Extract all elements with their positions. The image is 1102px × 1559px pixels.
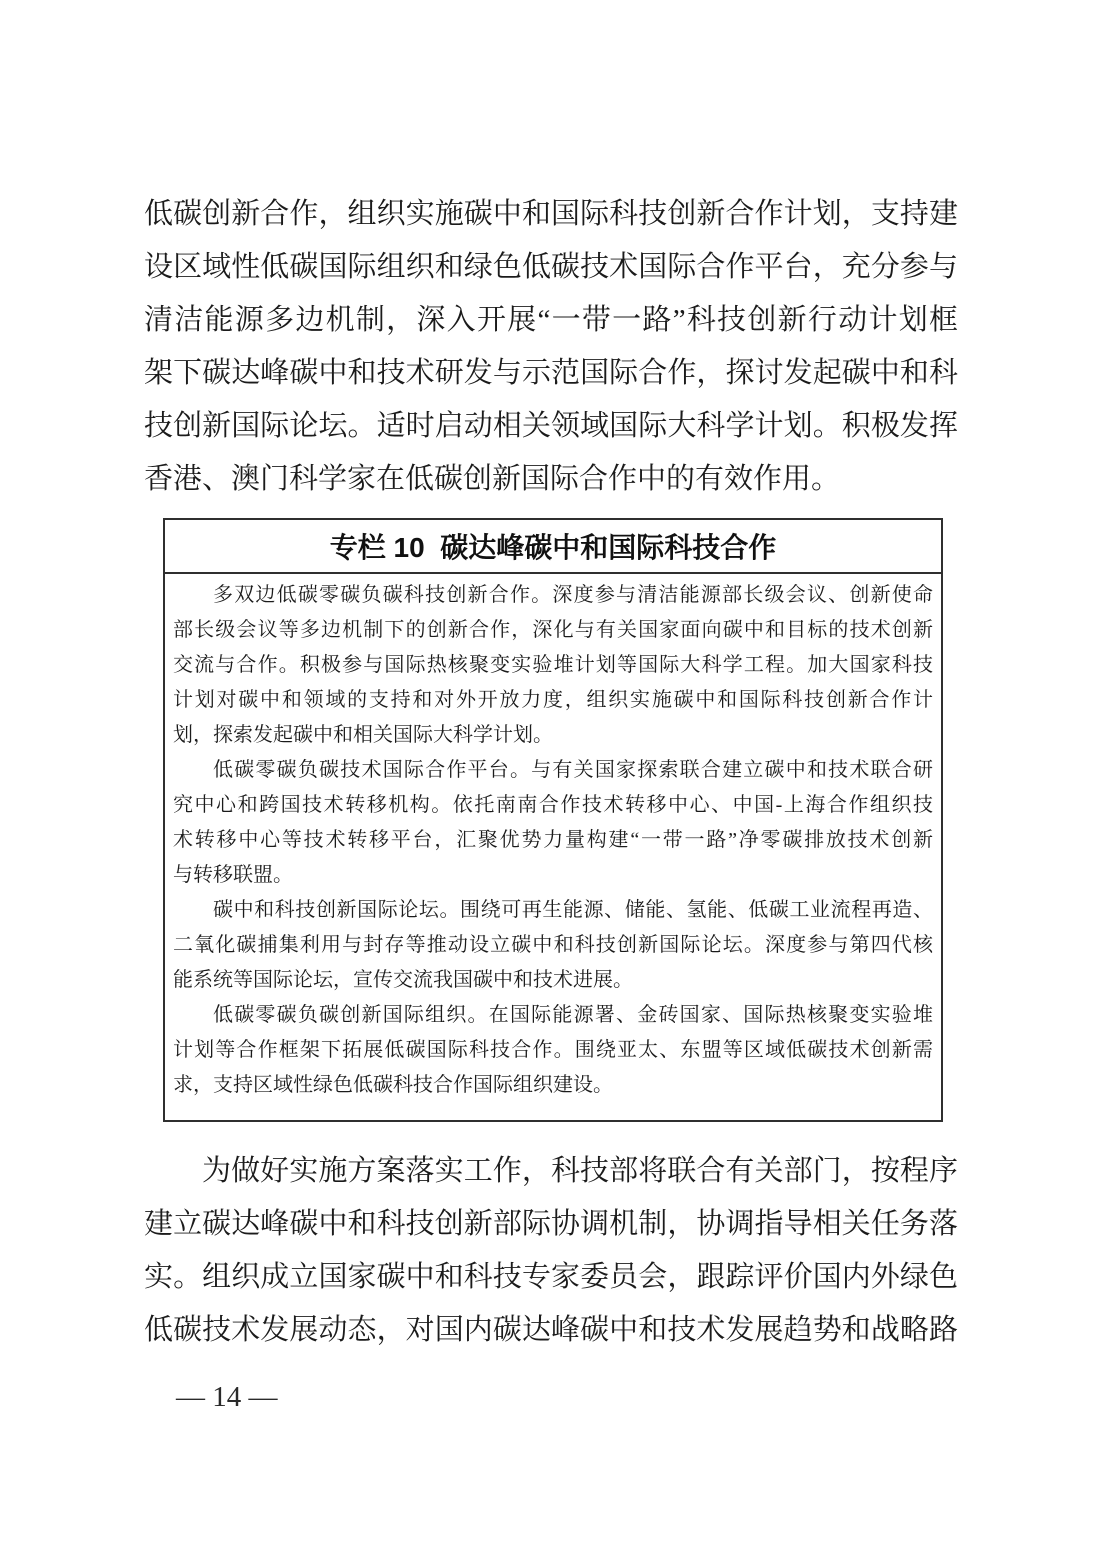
text-line: 为做好实施方案落实工作，科技部将联合有关部门，按程序: [202, 1155, 958, 1187]
text-line: 计划等合作框架下拓展低碳国际科技合作。围绕亚太、东盟等区域低碳技术创新需: [173, 1039, 933, 1061]
text-line: 建立碳达峰碳中和科技创新部际协调机制，协调指导相关任务落: [144, 1208, 958, 1240]
text-line: 究中心和跨国技术转移机构。依托南南合作技术转移中心、中国-上海合作组织技: [173, 794, 933, 816]
text-line: 清洁能源多边机制，深入开展“一带一路”科技创新行动计划框: [144, 304, 958, 336]
paragraph-top-continuation: [144, 188, 958, 506]
text-line: 与转移联盟。: [173, 864, 293, 886]
text-line: 低碳零碳负碳技术国际合作平台。与有关国家探索联合建立碳中和技术联合研: [213, 759, 933, 781]
text-line: 香港、澳门科学家在低碳创新国际合作中的有效作用。: [144, 463, 841, 495]
text-line: 设区域性低碳国际组织和绿色低碳技术国际合作平台，充分参与: [144, 251, 958, 283]
box-paragraph-international-platform: [173, 753, 933, 893]
text-line: 能系统等国际论坛，宣传交流我国碳中和技术进展。: [173, 969, 633, 991]
text-line: 架下碳达峰碳中和技术研发与示范国际合作，探讨发起碳中和科: [144, 357, 958, 389]
box-paragraph-multilateral-cooperation: [173, 578, 933, 753]
text-line: 划，探索发起碳中和相关国际大科学计划。: [173, 724, 553, 746]
text-line: 求，支持区域性绿色低碳科技合作国际组织建设。: [173, 1074, 613, 1096]
text-line: 低碳技术发展动态，对国内碳达峰碳中和技术发展趋势和战略路: [144, 1314, 958, 1346]
column-box-10: [163, 518, 943, 1122]
box-paragraph-international-forum: [173, 893, 933, 998]
text-line: 多双边低碳零碳负碳科技创新合作。深度参与清洁能源部长级会议、创新使命: [213, 584, 933, 606]
paragraph-implementation: [144, 1145, 958, 1357]
text-line: 技创新国际论坛。适时启动相关领域国际大科学计划。积极发挥: [144, 410, 958, 442]
text-line: 低碳创新合作，组织实施碳中和国际科技创新合作计划，支持建: [144, 198, 958, 230]
text-line: 术转移中心等技术转移平台，汇聚优势力量构建“一带一路”净零碳排放技术创新: [173, 829, 933, 851]
page-number: — 14 —: [176, 1381, 278, 1413]
text-line: 低碳零碳负碳创新国际组织。在国际能源署、金砖国家、国际热核聚变实验堆: [213, 1004, 933, 1026]
column-box-body: [165, 574, 941, 1103]
box-paragraph-international-organization: [173, 998, 933, 1103]
column-box-title: 专栏 10 碳达峰碳中和国际科技合作: [165, 520, 941, 574]
text-line: 交流与合作。积极参与国际热核聚变实验堆计划等国际大科学工程。加大国家科技: [173, 654, 933, 676]
text-line: 计划对碳中和领域的支持和对外开放力度，组织实施碳中和国际科技创新合作计: [173, 689, 933, 711]
text-line: 碳中和科技创新国际论坛。围绕可再生能源、储能、氢能、低碳工业流程再造、: [213, 899, 933, 921]
text-line: 部长级会议等多边机制下的创新合作，深化与有关国家面向碳中和目标的技术创新: [173, 619, 933, 641]
text-line: 实。组织成立国家碳中和科技专家委员会，跟踪评价国内外绿色: [144, 1261, 958, 1293]
text-line: 二氧化碳捕集利用与封存等推动设立碳中和科技创新国际论坛。深度参与第四代核: [173, 934, 933, 956]
